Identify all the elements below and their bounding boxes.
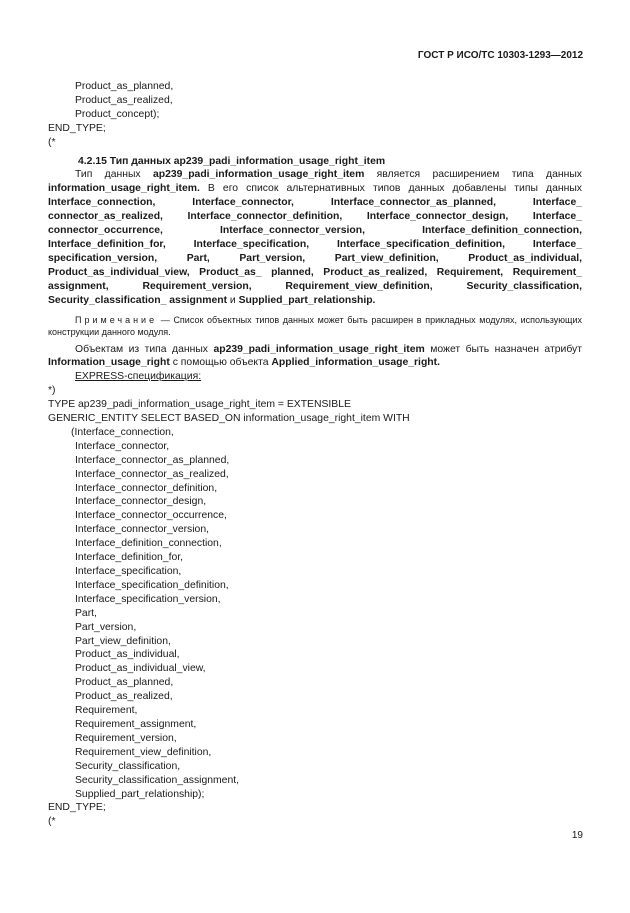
types-list: Interface_connection, Interface_connector, Interface_connector_as_planned, Interface_ connector_as_realized, Interface_connector_definition, Interface_connector_design, Interface_ connector_occurrence, Interface_connector_version, Interface_definition_connection, Interface_definition_for, Interface_specification, Interface_specification_definition, Interface_ specification_version, Part, Part_version, Part_view_definition, Product_as_individual, Product_as_individual_view, Product_as_ planned, Product_as_realized, Requirement, Requirement_ assignment, Requirement_version, Requirement_view_definition, Security_classification, Security_classification_ assignment — [48, 197, 582, 306]
section-title: 4.2.15 Тип данных ap239_padi_information_usage_right_item — [78, 155, 386, 167]
end-type-line: END_TYPE; — [48, 802, 106, 814]
code-line: Product_as_realized, — [75, 94, 173, 106]
select-item: Interface_connector_version, — [75, 524, 210, 536]
select-list — [48, 440, 582, 802]
select-item: Interface_connector_as_planned, — [75, 454, 230, 466]
select-item: Interface_connector_design, — [75, 496, 207, 508]
note-label: Примечание — [75, 314, 158, 325]
select-item: Product_as_realized, — [75, 691, 173, 703]
select-item: Requirement, — [75, 705, 138, 717]
code-line: Product_as_planned, — [75, 81, 174, 92]
type-declaration: TYPE ap239_padi_information_usage_right_item = EXTENSIBLE — [48, 399, 351, 411]
select-item: Part_view_definition, — [75, 635, 171, 647]
entity-name: Applied_information_usage_right. — [271, 357, 440, 369]
select-item: Supplied_part_relationship); — [75, 788, 205, 800]
express-spec-label: EXPRESS-спецификация: — [75, 371, 202, 383]
select-item: Part, — [75, 607, 97, 619]
assignment-paragraph: Объектам из типа данных ap239_padi_information_usage_right_item может быть назначен атрибут Information_usage_right с помощью объекта Applied_information_usage_right. — [48, 343, 582, 369]
select-item: Interface_specification_definition, — [75, 579, 229, 591]
attribute-name: Information_usage_right — [48, 357, 170, 369]
comment-close-line: *) — [48, 385, 56, 397]
select-item: Product_as_individual_view, — [75, 663, 206, 675]
select-item: Interface_definition_connection, — [75, 538, 222, 550]
select-item: Security_classification, — [75, 760, 181, 772]
code-line: Product_concept); — [75, 108, 160, 120]
base-type-name: information_usage_right_item. — [48, 183, 200, 195]
select-item: Product_as_planned, — [75, 677, 174, 689]
comment-open-line: (* — [48, 136, 56, 148]
select-item: Interface_connector_definition, — [75, 482, 218, 494]
select-item: Part_version, — [75, 621, 137, 633]
page-header: ГОСТ Р ИСО/ТС 10303-1293—2012 — [417, 50, 583, 61]
type-name: ap239_padi_information_usage_right_item — [213, 343, 425, 355]
type-name: ap239_padi_information_usage_right_item — [152, 169, 365, 181]
select-item: Product_as_individual, — [75, 649, 180, 661]
select-item: Interface_definition_for, — [75, 552, 184, 564]
comment-open-line: (* — [48, 816, 56, 828]
page-number: 19 — [571, 830, 583, 841]
select-item: Interface_connector_as_realized, — [75, 468, 229, 480]
select-item: Interface_specification, — [75, 566, 182, 577]
note-paragraph: Примечание — Список объектных типов данных может быть расширен в прикладных модулях, использующих конструкции данного модуля. — [48, 314, 582, 337]
select-item: (Interface_connection, — [71, 426, 174, 438]
note-text: Список объектных типов данных может быть расширен в прикладных модулях, использующих конструкции данного модуля. — [48, 314, 582, 337]
select-item: Security_classification_assignment, — [75, 774, 240, 786]
select-item: Requirement_view_definition, — [75, 746, 212, 758]
select-item: Requirement_assignment, — [75, 718, 197, 730]
select-item: Interface_specification_version, — [75, 593, 221, 605]
last-type-name: Supplied_part_relationship. — [238, 294, 376, 306]
select-item: Requirement_version, — [75, 732, 177, 744]
select-item: Interface_connector_occurrence, — [75, 510, 227, 522]
generic-entity-declaration: GENERIC_ENTITY SELECT BASED_ON information_usage_right_item WITH — [48, 413, 410, 425]
description-paragraph: Тип данных ap239_padi_information_usage_right_item является расширением типа данных information_usage_right_item. В его список альтернативных типов данных добавлены типы данных Interface_connection, Interface_connector, Interface_connector_as_planned, Interface_ connector_as_realized, Interface_connector_definition, Interface_connector_design, Interface_ connector_occurrence, Interface_connector_version, Interface_definition_connection, Interface_definition_for, Interface_specification, Interface_specification_definition, Interface_ specification_version, Part, Part_version, Part_view_definition, Product_as_individual, Product_as_individual_view, Product_as_ planned, Product_as_realized, Requirement, Requirement_ assignment, Requirement_version, Requirement_view_definition, Security_classification, Security_classification_ assignment и Supplied_part_relationship. — [48, 169, 582, 306]
select-item: Interface_connector, — [75, 440, 170, 452]
end-type-line: END_TYPE; — [48, 122, 106, 134]
page-content — [48, 80, 582, 829]
